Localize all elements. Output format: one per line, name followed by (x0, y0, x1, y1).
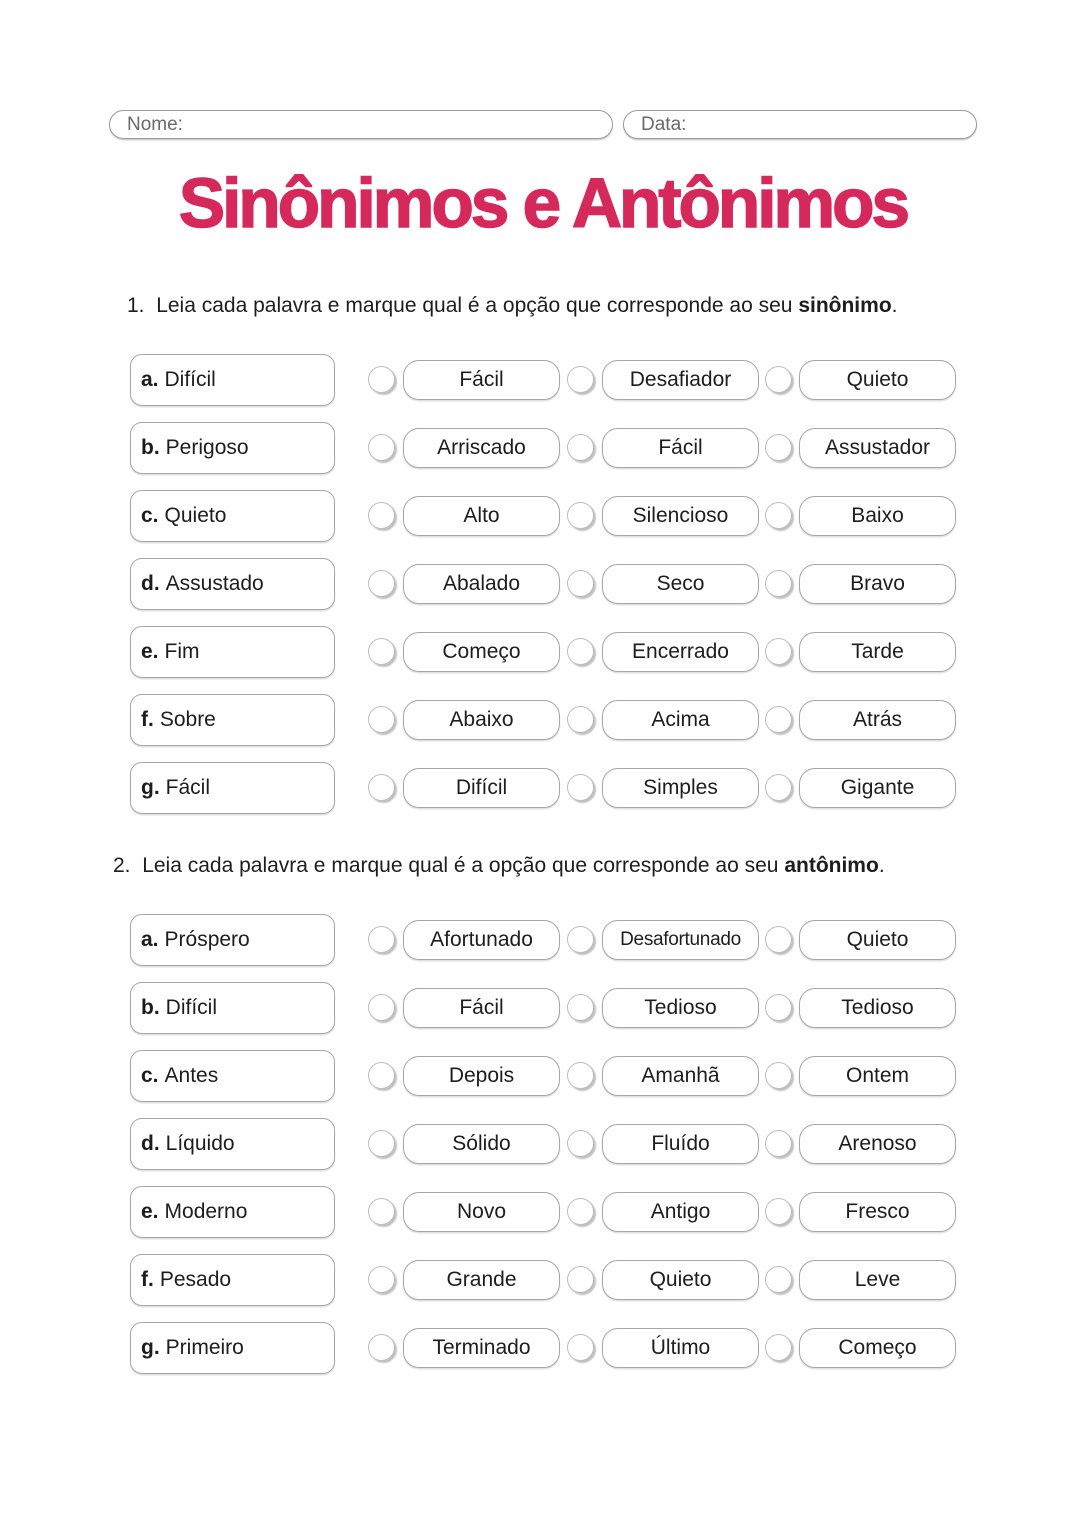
option-2-radio-icon[interactable] (567, 366, 594, 393)
item-letter: b. (141, 436, 160, 459)
option-2-radio-icon[interactable] (567, 926, 594, 953)
date-field[interactable] (623, 110, 977, 139)
option-3-pill[interactable]: Ontem (799, 1056, 956, 1096)
option-1-radio-icon[interactable] (368, 1130, 395, 1157)
question-row-2-e (0, 1186, 1086, 1240)
option-3-pill[interactable]: Leve (799, 1260, 956, 1300)
question-row-2-g (0, 1322, 1086, 1376)
option-2-pill[interactable]: Fácil (602, 428, 759, 468)
option-1-pill[interactable]: Novo (403, 1192, 560, 1232)
section-number: 1. (127, 294, 145, 317)
item-word: Quieto (164, 504, 227, 527)
page-title: Sinônimos e Antônimos (178, 164, 908, 242)
question-row-1-f (0, 694, 1086, 748)
item-letter: d. (141, 572, 160, 595)
option-2-pill[interactable]: Simples (602, 768, 759, 808)
option-2-radio-icon[interactable] (567, 434, 594, 461)
option-1-pill[interactable]: Grande (403, 1260, 560, 1300)
option-3-pill[interactable]: Começo (799, 1328, 956, 1368)
option-3-pill[interactable]: Assustador (799, 428, 956, 468)
item-word: Perigoso (165, 436, 249, 459)
option-2-radio-icon[interactable] (567, 502, 594, 529)
option-1-pill[interactable]: Começo (403, 632, 560, 672)
option-1-radio-icon[interactable] (368, 1266, 395, 1293)
option-1-radio-icon[interactable] (368, 774, 395, 801)
instruction-end: . (891, 294, 898, 317)
name-label: Nome: (127, 114, 183, 135)
option-2-pill[interactable]: Encerrado (602, 632, 759, 672)
option-1-radio-icon[interactable] (368, 1198, 395, 1225)
word-box (130, 1118, 335, 1170)
option-2-pill[interactable]: Antigo (602, 1192, 759, 1232)
section-1-instruction (127, 294, 898, 318)
question-row-2-a (0, 914, 1086, 968)
option-1-pill[interactable]: Afortunado (403, 920, 560, 960)
option-2-radio-icon[interactable] (567, 1198, 594, 1225)
option-1-pill[interactable]: Abalado (403, 564, 560, 604)
option-2-radio-icon[interactable] (567, 994, 594, 1021)
option-3-radio-icon[interactable] (765, 1266, 792, 1293)
option-1-pill[interactable]: Fácil (403, 360, 560, 400)
option-1-pill[interactable]: Arriscado (403, 428, 560, 468)
option-2-radio-icon[interactable] (567, 638, 594, 665)
item-word: Difícil (164, 368, 216, 391)
option-3-pill[interactable]: Atrás (799, 700, 956, 740)
instruction-text: Leia cada palavra e marque qual é a opção que corresponde ao seu (142, 854, 785, 877)
option-2-radio-icon[interactable] (567, 774, 594, 801)
section-2-instruction (113, 854, 885, 878)
question-row-1-d (0, 558, 1086, 612)
item-word: Sobre (159, 708, 216, 731)
option-2-radio-icon[interactable] (567, 1062, 594, 1089)
option-1-pill[interactable]: Difícil (403, 768, 560, 808)
option-3-radio-icon[interactable] (765, 706, 792, 733)
item-letter: c. (141, 1064, 159, 1087)
option-3-pill[interactable]: Arenoso (799, 1124, 956, 1164)
question-row-1-c (0, 490, 1086, 544)
item-word: Pesado (159, 1268, 232, 1291)
item-word: Primeiro (165, 1336, 244, 1359)
word-box (130, 762, 335, 814)
question-row-1-a (0, 354, 1086, 408)
word-box (130, 1254, 335, 1306)
item-letter: f. (141, 1268, 154, 1291)
option-3-pill[interactable]: Quieto (799, 920, 956, 960)
item-letter: c. (141, 504, 159, 527)
option-3-radio-icon[interactable] (765, 434, 792, 461)
option-3-pill[interactable]: Gigante (799, 768, 956, 808)
item-letter: g. (141, 776, 160, 799)
option-3-radio-icon[interactable] (765, 1334, 792, 1361)
question-row-2-b (0, 982, 1086, 1036)
option-2-pill[interactable]: Tedioso (602, 988, 759, 1028)
word-box (130, 558, 335, 610)
option-2-pill[interactable]: Fluído (602, 1124, 759, 1164)
option-2-pill[interactable]: Silencioso (602, 496, 759, 536)
option-1-pill[interactable]: Depois (403, 1056, 560, 1096)
word-box (130, 914, 335, 966)
item-word: Próspero (164, 928, 250, 951)
option-3-pill[interactable]: Fresco (799, 1192, 956, 1232)
option-3-radio-icon[interactable] (765, 1130, 792, 1157)
option-1-radio-icon[interactable] (368, 638, 395, 665)
option-2-radio-icon[interactable] (567, 1334, 594, 1361)
word-box (130, 982, 335, 1034)
item-word: Difícil (165, 996, 218, 1019)
item-word: Fácil (165, 776, 211, 799)
question-row-2-c (0, 1050, 1086, 1104)
option-2-radio-icon[interactable] (567, 706, 594, 733)
item-letter: g. (141, 1336, 160, 1359)
option-3-pill[interactable]: Tedioso (799, 988, 956, 1028)
option-3-radio-icon[interactable] (765, 926, 792, 953)
option-1-pill[interactable]: Sólido (403, 1124, 560, 1164)
option-2-radio-icon[interactable] (567, 1266, 594, 1293)
option-1-radio-icon[interactable] (368, 502, 395, 529)
option-2-pill[interactable]: Acima (602, 700, 759, 740)
option-3-pill[interactable]: Tarde (799, 632, 956, 672)
option-1-radio-icon[interactable] (368, 570, 395, 597)
option-2-pill[interactable]: Desafortunado (602, 920, 759, 960)
item-word: Moderno (164, 1200, 248, 1223)
name-field[interactable] (109, 110, 613, 139)
option-1-radio-icon[interactable] (368, 366, 395, 393)
option-3-radio-icon[interactable] (765, 994, 792, 1021)
option-1-radio-icon[interactable] (368, 926, 395, 953)
item-word: Líquido (165, 1132, 235, 1155)
option-1-radio-icon[interactable] (368, 994, 395, 1021)
option-2-radio-icon[interactable] (567, 1130, 594, 1157)
word-box (130, 626, 335, 678)
option-2-radio-icon[interactable] (567, 570, 594, 597)
option-3-radio-icon[interactable] (765, 502, 792, 529)
item-letter: e. (141, 640, 159, 663)
item-letter: a. (141, 368, 159, 391)
option-2-pill[interactable]: Quieto (602, 1260, 759, 1300)
word-box (130, 490, 335, 542)
option-3-radio-icon[interactable] (765, 570, 792, 597)
item-letter: a. (141, 928, 159, 951)
option-1-pill[interactable]: Terminado (403, 1328, 560, 1368)
instruction-end: . (878, 854, 885, 877)
item-word: Fim (164, 640, 200, 663)
word-box (130, 1050, 335, 1102)
option-2-pill[interactable]: Desafiador (602, 360, 759, 400)
instruction-keyword: sinônimo (798, 294, 892, 317)
option-3-pill[interactable]: Baixo (799, 496, 956, 536)
item-letter: d. (141, 1132, 160, 1155)
question-row-1-b (0, 422, 1086, 476)
option-1-radio-icon[interactable] (368, 434, 395, 461)
option-3-pill[interactable]: Bravo (799, 564, 956, 604)
item-word: Antes (164, 1064, 219, 1087)
option-1-radio-icon[interactable] (368, 706, 395, 733)
word-box (130, 354, 335, 406)
question-row-1-g (0, 762, 1086, 816)
option-1-radio-icon[interactable] (368, 1062, 395, 1089)
option-3-pill[interactable]: Quieto (799, 360, 956, 400)
word-box (130, 1322, 335, 1374)
word-box (130, 422, 335, 474)
question-row-2-f (0, 1254, 1086, 1308)
option-3-radio-icon[interactable] (765, 1062, 792, 1089)
question-row-2-d (0, 1118, 1086, 1172)
word-box (130, 694, 335, 746)
option-3-radio-icon[interactable] (765, 366, 792, 393)
item-word: Assustado (165, 572, 264, 595)
option-2-pill[interactable]: Último (602, 1328, 759, 1368)
item-letter: e. (141, 1200, 159, 1223)
option-1-pill[interactable]: Alto (403, 496, 560, 536)
section-number: 2. (113, 854, 131, 877)
option-3-radio-icon[interactable] (765, 1198, 792, 1225)
instruction-keyword: antônimo (784, 854, 879, 877)
word-box (130, 1186, 335, 1238)
question-row-1-e (0, 626, 1086, 680)
option-1-pill[interactable]: Fácil (403, 988, 560, 1028)
option-1-radio-icon[interactable] (368, 1334, 395, 1361)
option-2-pill[interactable]: Amanhã (602, 1056, 759, 1096)
option-2-pill[interactable]: Seco (602, 564, 759, 604)
option-3-radio-icon[interactable] (765, 638, 792, 665)
option-1-pill[interactable]: Abaixo (403, 700, 560, 740)
date-label: Data: (641, 114, 687, 135)
item-letter: b. (141, 996, 160, 1019)
instruction-text: Leia cada palavra e marque qual é a opção que corresponde ao seu (156, 294, 799, 317)
option-3-radio-icon[interactable] (765, 774, 792, 801)
item-letter: f. (141, 708, 154, 731)
